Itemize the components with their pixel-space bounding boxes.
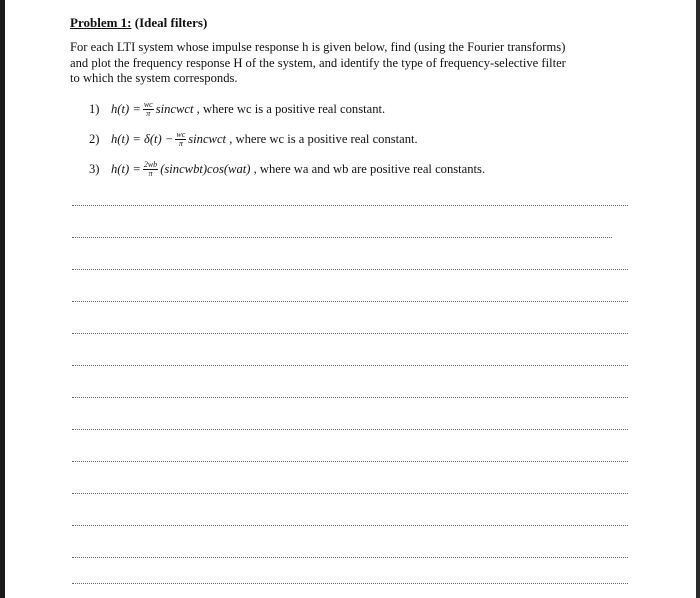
answer-line <box>72 205 628 206</box>
answer-line <box>72 269 628 270</box>
system-list <box>70 95 630 185</box>
problem-number: Problem 1: <box>70 15 132 30</box>
constant-condition: , where wc is a positive real constant. <box>229 132 418 146</box>
answer-line <box>72 397 628 398</box>
fraction <box>143 161 158 178</box>
answer-line <box>72 525 628 526</box>
impulse-response-lhs: h(t) = <box>111 102 141 116</box>
fraction-denominator: π <box>148 169 153 178</box>
impulse-response-expression: (sincwbt)cos(wat) <box>160 162 251 176</box>
answer-line <box>72 429 628 430</box>
problem-title <box>70 14 630 32</box>
fraction-denominator: π <box>178 139 183 148</box>
impulse-response-expression: sincwct <box>188 132 227 146</box>
impulse-response-lhs: h(t) = δ(t) − <box>111 132 174 146</box>
statement-line: and plot the frequency response H of the system, and identify the type of frequency-selective filter <box>70 55 566 70</box>
problem-topic: (Ideal filters) <box>131 15 208 30</box>
impulse-response-lhs: h(t) = <box>111 162 141 176</box>
answer-line <box>72 461 628 462</box>
item-number: 3) <box>89 162 100 176</box>
system-item-3 <box>89 155 630 185</box>
answer-line <box>72 237 612 238</box>
fraction-numerator: wc <box>176 130 186 139</box>
system-item-1 <box>89 95 630 125</box>
answer-line <box>72 493 628 494</box>
fraction-denominator: π <box>146 109 151 118</box>
constant-condition: , where wa and wb are positive real constants. <box>253 162 486 176</box>
system-item-2 <box>89 125 630 155</box>
item-number: 1) <box>89 102 100 116</box>
problem-sheet <box>70 14 630 185</box>
answer-line <box>72 557 628 558</box>
statement-line: For each LTI system whose impulse response h is given below, find (using the Fourier transforms) <box>70 40 566 54</box>
answer-line <box>72 365 628 366</box>
problem-statement <box>70 40 630 87</box>
answer-line <box>72 333 628 334</box>
answer-line <box>72 583 628 584</box>
answer-line <box>72 301 628 302</box>
constant-condition: , where wc is a positive real constant. <box>196 102 386 116</box>
fraction-numerator: 2wb <box>143 160 158 169</box>
fraction <box>175 131 186 148</box>
impulse-response-expression: sincwct <box>155 102 194 116</box>
statement-line: to which the system corresponds. <box>70 71 238 85</box>
fraction <box>143 101 154 118</box>
fraction-numerator: wc <box>143 100 153 109</box>
left-edge-shadow <box>0 0 5 598</box>
right-edge-shadow <box>696 0 700 598</box>
item-number: 2) <box>89 132 100 146</box>
